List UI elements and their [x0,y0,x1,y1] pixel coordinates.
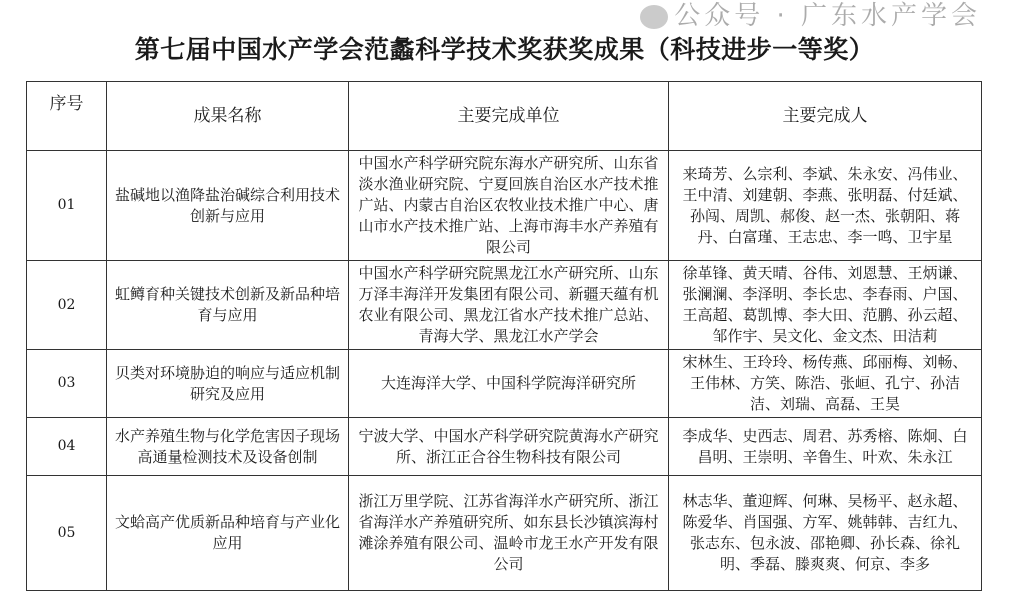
completion-people: 徐革锋、黄天晴、谷伟、刘恩慧、王炳谦、张澜澜、李泽明、李长忠、李春雨、户国、王高超、葛凯博、李大田、范鹏、孙云超、邹作宇、吴文化、金文杰、田洁莉 [669,261,982,350]
award-table [26,81,982,591]
completion-people: 林志华、董迎辉、何琳、吴杨平、赵永超、陈爱华、肖国强、方军、姚韩韩、吉红九、张志东、包永波、邵艳卿、孙长森、徐礼明、季磊、滕爽爽、何京、李多 [669,476,982,591]
completion-people: 李成华、史西志、周君、苏秀榕、陈炯、白昌明、王崇明、辛鲁生、叶欢、朱永江 [669,418,982,476]
achievement-name: 盐碱地以渔降盐治碱综合利用技术创新与应用 [107,151,349,261]
wechat-icon [640,5,668,29]
achievement-name: 贝类对环境胁迫的响应与适应机制研究及应用 [107,350,349,418]
watermark [640,0,981,32]
completion-units: 中国水产科学研究院黑龙江水产研究所、山东万泽丰海洋开发集团有限公司、新疆天蕴有机农业有限公司、黑龙江省水产技术推广总站、青海大学、黑龙江水产学会 [349,261,669,350]
table-row [27,476,982,591]
header-number: 序号 [27,82,107,151]
row-number: 04 [27,418,107,476]
achievement-name: 文蛤高产优质新品种培育与产业化应用 [107,476,349,591]
achievement-name: 水产养殖生物与化学危害因子现场高通量检测技术及设备创制 [107,418,349,476]
completion-units: 大连海洋大学、中国科学院海洋研究所 [349,350,669,418]
row-number: 02 [27,261,107,350]
table-row [27,418,982,476]
watermark-text: 公众号 · 广东水产学会 [674,1,981,31]
header-achievement: 成果名称 [107,82,349,151]
completion-people: 来琦芳、么宗利、李斌、朱永安、冯伟业、王中清、刘建朝、李燕、张明磊、付廷斌、孙闯、周凯、郝俊、赵一杰、张朝阳、蒋丹、白富瑾、王志忠、李一鸣、卫宇星 [669,151,982,261]
completion-units: 浙江万里学院、江苏省海洋水产研究所、浙江省海洋水产养殖研究所、如东县长沙镇滨海村滩涂养殖有限公司、温岭市龙王水产开发有限公司 [349,476,669,591]
row-number: 05 [27,476,107,591]
row-number: 01 [27,151,107,261]
completion-people: 宋林生、王玲玲、杨传燕、邱丽梅、刘畅、王伟林、方笑、陈浩、张峘、孔宁、孙洁洁、刘瑞、高磊、王昊 [669,350,982,418]
completion-units: 宁波大学、中国水产科学研究院黄海水产研究所、浙江正合谷生物科技有限公司 [349,418,669,476]
achievement-name: 虹鳟育种关键技术创新及新品种培育与应用 [107,261,349,350]
table-row [27,350,982,418]
row-number: 03 [27,350,107,418]
header-people: 主要完成人 [669,82,982,151]
completion-units: 中国水产科学研究院东海水产研究所、山东省淡水渔业研究院、宁夏回族自治区水产技术推广站、内蒙古自治区农牧业技术推广中心、唐山市水产技术推广站、上海市海丰水产养殖有限公司 [349,151,669,261]
table-row [27,151,982,261]
table-header-row [27,82,982,151]
table-row [27,261,982,350]
page-title: 第七届中国水产学会范蠡科学技术奖获奖成果（科技进步一等奖） [134,35,875,64]
header-units: 主要完成单位 [349,82,669,151]
